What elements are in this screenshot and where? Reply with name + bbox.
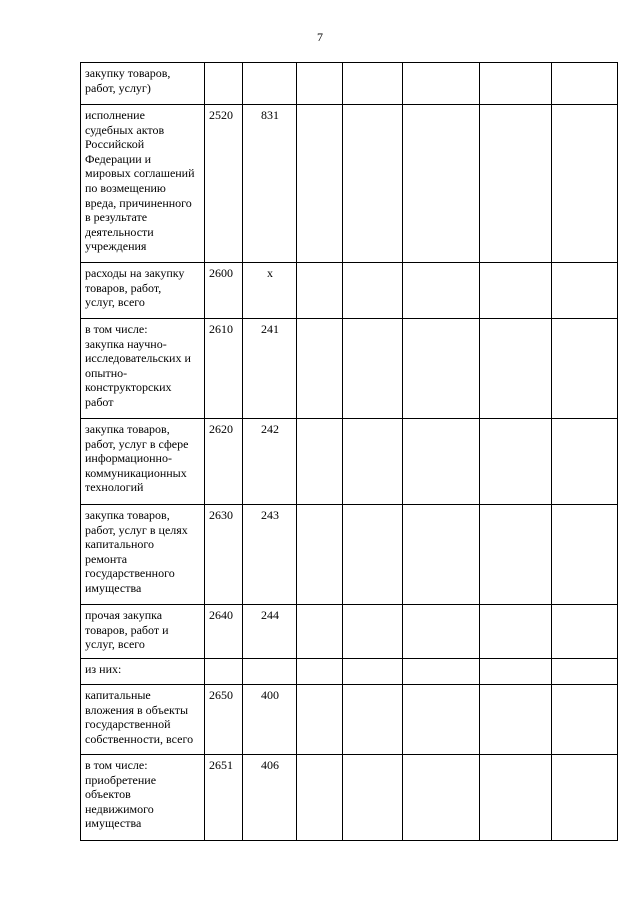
value-cell (403, 319, 480, 419)
value-cell (343, 659, 403, 685)
row-classifier-code: х (243, 263, 297, 319)
value-cell (343, 755, 403, 841)
value-cell (552, 105, 618, 263)
value-cell (343, 685, 403, 755)
row-classifier-code: 831 (243, 105, 297, 263)
value-cell (552, 419, 618, 505)
value-cell (343, 319, 403, 419)
value-cell (297, 505, 343, 605)
row-classifier-code: 406 (243, 755, 297, 841)
value-cell (403, 419, 480, 505)
row-line-code (205, 63, 243, 105)
table-row (81, 685, 618, 755)
value-cell (403, 685, 480, 755)
value-cell (343, 263, 403, 319)
table-row (81, 419, 618, 505)
value-cell (480, 263, 552, 319)
page-number: 7 (317, 30, 323, 44)
row-name: в том числе: приобретение объектов недвижимого имущества (81, 755, 205, 841)
value-cell (343, 63, 403, 105)
value-cell (480, 319, 552, 419)
value-cell (480, 659, 552, 685)
value-cell (480, 755, 552, 841)
row-classifier-code: 242 (243, 419, 297, 505)
value-cell (297, 419, 343, 505)
value-cell (552, 63, 618, 105)
row-classifier-code (243, 659, 297, 685)
value-cell (297, 659, 343, 685)
value-cell (343, 605, 403, 659)
table-row (81, 659, 618, 685)
row-line-code: 2600 (205, 263, 243, 319)
table-row (81, 505, 618, 605)
row-name: из них: (81, 659, 205, 685)
value-cell (403, 505, 480, 605)
value-cell (343, 505, 403, 605)
value-cell (297, 605, 343, 659)
row-name: капитальные вложения в объекты государственной собственности, всего (81, 685, 205, 755)
table-row (81, 755, 618, 841)
table-row (81, 263, 618, 319)
value-cell (552, 505, 618, 605)
value-cell (297, 263, 343, 319)
table-row (81, 319, 618, 419)
row-name: закупка товаров, работ, услуг в сфере информационно- коммуникационных технологий (81, 419, 205, 505)
row-name: расходы на закупку товаров, работ, услуг, всего (81, 263, 205, 319)
value-cell (403, 755, 480, 841)
value-cell (480, 105, 552, 263)
value-cell (552, 263, 618, 319)
value-cell (403, 105, 480, 263)
value-cell (552, 319, 618, 419)
value-cell (403, 605, 480, 659)
row-classifier-code: 241 (243, 319, 297, 419)
row-classifier-code (243, 63, 297, 105)
table-row (81, 63, 618, 105)
row-name: исполнение судебных актов Российской Федерации и мировых соглашений по возмещению вреда, причиненного в результате деятельности учреждения (81, 105, 205, 263)
table-row (81, 605, 618, 659)
value-cell (552, 659, 618, 685)
budget-table (80, 62, 618, 841)
value-cell (480, 605, 552, 659)
row-name: закупка товаров, работ, услуг в целях капитального ремонта государственного имущества (81, 505, 205, 605)
row-name: закупку товаров, работ, услуг) (81, 63, 205, 105)
row-line-code: 2651 (205, 755, 243, 841)
value-cell (297, 319, 343, 419)
value-cell (403, 63, 480, 105)
row-classifier-code: 243 (243, 505, 297, 605)
row-line-code (205, 659, 243, 685)
value-cell (480, 63, 552, 105)
row-line-code: 2630 (205, 505, 243, 605)
value-cell (480, 685, 552, 755)
row-line-code: 2620 (205, 419, 243, 505)
value-cell (297, 685, 343, 755)
value-cell (552, 605, 618, 659)
value-cell (552, 685, 618, 755)
row-name: в том числе: закупка научно- исследовательских и опытно- конструкторских работ (81, 319, 205, 419)
table-row (81, 105, 618, 263)
row-line-code: 2650 (205, 685, 243, 755)
value-cell (343, 105, 403, 263)
row-classifier-code: 400 (243, 685, 297, 755)
value-cell (403, 263, 480, 319)
row-classifier-code: 244 (243, 605, 297, 659)
row-line-code: 2520 (205, 105, 243, 263)
row-line-code: 2640 (205, 605, 243, 659)
row-line-code: 2610 (205, 319, 243, 419)
row-name: прочая закупка товаров, работ и услуг, всего (81, 605, 205, 659)
value-cell (297, 755, 343, 841)
value-cell (343, 419, 403, 505)
value-cell (552, 755, 618, 841)
value-cell (403, 659, 480, 685)
value-cell (297, 105, 343, 263)
value-cell (480, 419, 552, 505)
value-cell (480, 505, 552, 605)
value-cell (297, 63, 343, 105)
